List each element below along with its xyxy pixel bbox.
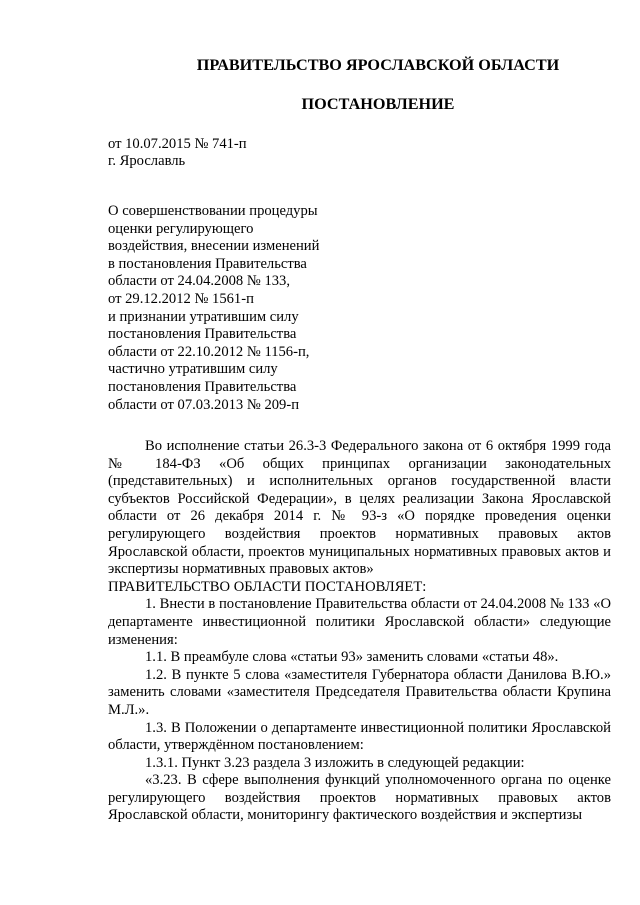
subject-line: от 29.12.2012 № 1561-п bbox=[108, 290, 254, 307]
clause-3-23: «3.23. В сфере выполнения функций уполномоченного органа по оценке регулирующего воздействия проектов нормативных правовых актов Ярославской области, мониторингу фактического воздействия и экспертизы bbox=[108, 772, 611, 824]
subject-block bbox=[108, 203, 348, 414]
clause-1-3-1: 1.3.1. Пункт 3.23 раздела 3 изложить в следующей редакции: bbox=[145, 754, 525, 771]
subject-line: области от 07.03.2013 № 209-п bbox=[108, 396, 300, 413]
clause-1-3: 1.3. В Положении о департаменте инвестиционной политики Ярославской области, утверждённом постановлением: bbox=[108, 719, 611, 754]
preamble-paragraph: Во исполнение статьи 26.3-3 Федерального закона от 6 октября 1999 года № 184-ФЗ «Об общих принципах организации законодательных (представительных) и исполнительных органов государственной власти субъектов Российской Федерации», в целях реализации Закона Ярославской области от 26 декабря 2014 г. № 93-з «О порядке проведения оценки регулирующего воздействия проектов нормативных правовых актов Ярославской области, проектов муниципальных нормативных правовых актов и экспертизы нормативных правовых актов» bbox=[108, 438, 611, 578]
subject-line: области от 22.10.2012 № 1156-п, bbox=[108, 343, 310, 360]
subject-line: О совершенствовании процедуры bbox=[108, 203, 318, 219]
document-type-heading: ПОСТАНОВЛЕНИЕ bbox=[301, 95, 455, 113]
subject-line: постановления Правительства bbox=[108, 326, 297, 343]
subject-line: частично утратившим силу bbox=[108, 361, 278, 378]
subject-line: области от 24.04.2008 № 133, bbox=[108, 273, 290, 290]
subject-line: воздействия, внесении изменений bbox=[108, 238, 320, 255]
document-body bbox=[108, 438, 611, 825]
city: г. Ярославль bbox=[108, 153, 186, 169]
resolves-line: ПРАВИТЕЛЬСТВО ОБЛАСТИ ПОСТАНОВЛЯЕТ: bbox=[108, 578, 427, 595]
organization-title: ПРАВИТЕЛЬСТВО ЯРОСЛАВСКОЙ ОБЛАСТИ bbox=[196, 56, 560, 74]
date-and-number: от 10.07.2015 № 741-п bbox=[108, 136, 247, 152]
clause-1: 1. Внести в постановление Правительства области от 24.04.2008 № 133 «О департаменте инвестиционной политики Ярославской области» следующие изменения: bbox=[108, 596, 611, 648]
subject-line: постановления Правительства bbox=[108, 378, 297, 395]
subject-line: оценки регулирующего bbox=[108, 220, 254, 237]
clause-1-1: 1.1. В преамбуле слова «статьи 93» заменить словами «статьи 48». bbox=[145, 649, 559, 666]
subject-line: и признании утратившим силу bbox=[108, 308, 299, 325]
subject-line: в постановления Правительства bbox=[108, 255, 307, 272]
clause-1-2: 1.2. В пункте 5 слова «заместителя Губернатора области Данилова В.Ю.» заменить словами «заместителя Председателя Правительства области Крупина М.Л.». bbox=[108, 666, 611, 718]
